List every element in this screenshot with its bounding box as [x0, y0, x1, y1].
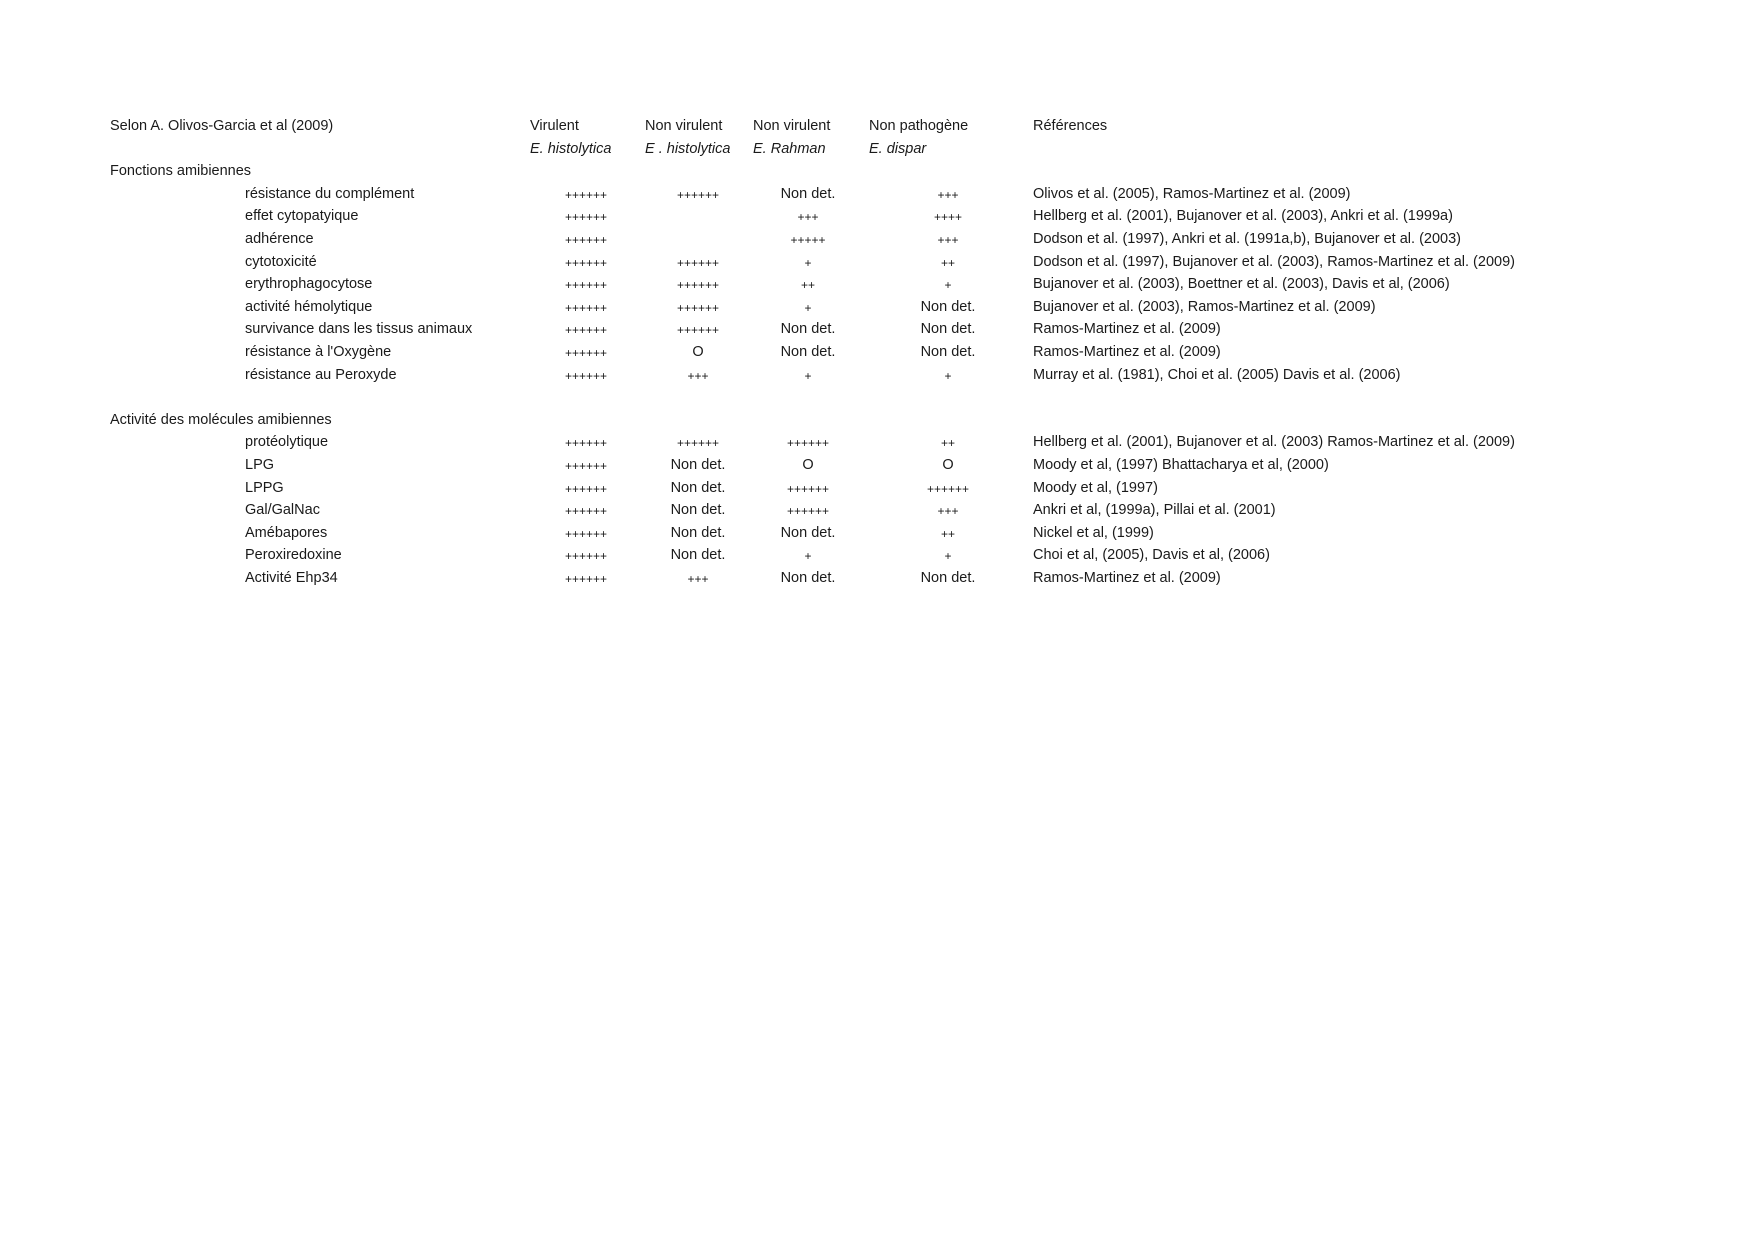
row-label: cytotoxicité: [245, 253, 317, 270]
value-cell: ++: [940, 436, 955, 451]
row-label: protéolytique: [245, 434, 329, 451]
value-cell: ++++++: [786, 436, 830, 451]
value-cell: Non det.: [670, 502, 726, 519]
value-cell: Non det.: [920, 321, 976, 338]
column-subheader-1: E. histolytica: [530, 140, 612, 157]
references-header: Références: [1033, 118, 1108, 134]
reference-cell: Hellberg et al. (2001), Bujanover et al. (2003), Ankri et al. (1999a): [1033, 208, 1453, 225]
value-cell: ++++++: [564, 436, 608, 451]
reference-cell: Olivos et al. (2005), Ramos-Martinez et al. (2009): [1033, 185, 1351, 202]
value-cell: ++++++: [564, 549, 608, 564]
value-cell: ++++++: [564, 368, 608, 383]
value-cell: Non det.: [780, 524, 836, 541]
value-cell: +++: [797, 210, 819, 225]
value-cell: ++++++: [926, 481, 970, 496]
section-title: Fonctions amibiennes: [110, 163, 252, 180]
value-cell: Non det.: [920, 344, 976, 360]
value-cell: ++++++: [676, 436, 720, 451]
reference-cell: Bujanover et al. (2003), Boettner et al. (2003), Davis et al, (2006): [1033, 276, 1450, 293]
value-cell: +++++: [790, 233, 826, 247]
value-cell: +: [804, 368, 812, 383]
value-cell: ++++++: [564, 210, 608, 225]
value-cell: ++++++: [676, 187, 720, 202]
reference-cell: Ramos-Martinez et al. (2009): [1033, 570, 1221, 586]
value-cell: +: [944, 549, 952, 564]
value-cell: ++++++: [676, 255, 720, 270]
row-label: erythrophagocytose: [245, 276, 373, 293]
reference-cell: Choi et al, (2005), Davis et al, (2006): [1033, 547, 1270, 564]
reference-cell: Ramos-Martinez et al. (2009): [1033, 344, 1221, 360]
value-cell: +: [804, 255, 812, 270]
column-header-4: Non pathogène: [869, 118, 969, 134]
row-label: survivance dans les tissus animaux: [245, 321, 473, 338]
value-cell: +++: [937, 233, 959, 247]
value-cell: ++++++: [564, 459, 608, 473]
value-cell: +: [944, 278, 952, 293]
value-cell: O: [692, 344, 704, 360]
row-label: LPG: [245, 457, 275, 473]
reference-cell: Bujanover et al. (2003), Ramos-Martinez et al. (2009): [1033, 298, 1376, 315]
row-label: résistance à l'Oxygène: [245, 344, 392, 360]
value-cell: ++++++: [786, 504, 830, 519]
row-label: activité hémolytique: [245, 298, 373, 315]
value-cell: O: [802, 457, 814, 473]
reference-cell: Dodson et al. (1997), Ankri et al. (1991a,b), Bujanover et al. (2003): [1033, 231, 1461, 247]
value-cell: +++: [687, 368, 709, 383]
value-cell: ++++++: [564, 278, 608, 293]
row-label: résistance au Peroxyde: [245, 366, 397, 383]
value-cell: ++++++: [564, 323, 608, 338]
value-cell: O: [942, 457, 954, 473]
section-title: Activité des molécules amibiennes: [110, 411, 332, 428]
row-label: LPPG: [245, 479, 284, 496]
column-header-2: Non virulent: [645, 118, 723, 134]
value-cell: +: [804, 549, 812, 564]
row-label: Amébapores: [245, 524, 328, 541]
source-title: Selon A. Olivos-Garcia et al (2009): [110, 118, 334, 134]
value-cell: ++++++: [564, 187, 608, 202]
value-cell: Non det.: [780, 570, 836, 586]
column-header-3: Non virulent: [753, 118, 831, 134]
value-cell: ++++++: [564, 572, 608, 586]
value-cell: Non det.: [920, 570, 976, 586]
value-cell: +: [944, 368, 952, 383]
reference-cell: Murray et al. (1981), Choi et al. (2005) Davis et al. (2006): [1033, 366, 1401, 383]
reference-cell: Moody et al, (1997) Bhattacharya et al, (2000): [1033, 457, 1329, 473]
value-cell: Non det.: [670, 524, 726, 541]
row-label: Activité Ehp34: [245, 570, 338, 586]
value-cell: ++++++: [786, 481, 830, 496]
row-label: Gal/GalNac: [245, 502, 320, 519]
value-cell: ++++++: [676, 323, 720, 338]
value-cell: ++++++: [564, 255, 608, 270]
column-subheader-4: E. dispar: [869, 140, 927, 157]
value-cell: ++++++: [564, 481, 608, 496]
row-label: Peroxiredoxine: [245, 547, 342, 564]
row-label: adhérence: [245, 231, 314, 247]
value-cell: Non det.: [670, 457, 726, 473]
value-cell: ++++: [933, 210, 963, 225]
value-cell: Non det.: [780, 321, 836, 338]
value-cell: ++++++: [676, 278, 720, 293]
value-cell: ++++++: [564, 233, 608, 247]
value-cell: +++: [937, 187, 959, 202]
value-cell: ++++++: [564, 504, 608, 519]
value-cell: +++: [687, 572, 709, 586]
reference-cell: Ramos-Martinez et al. (2009): [1033, 321, 1221, 338]
value-cell: ++++++: [676, 300, 720, 315]
value-cell: ++++++: [564, 346, 608, 360]
reference-cell: Ankri et al, (1999a), Pillai et al. (2001): [1033, 502, 1276, 519]
value-cell: ++: [940, 526, 955, 541]
reference-cell: Moody et al, (1997): [1033, 479, 1158, 496]
value-cell: Non det.: [670, 479, 726, 496]
value-cell: +++: [937, 504, 959, 519]
reference-cell: Hellberg et al. (2001), Bujanover et al. (2003) Ramos-Martinez et al. (2009): [1033, 434, 1515, 451]
reference-cell: Dodson et al. (1997), Bujanover et al. (2003), Ramos-Martinez et al. (2009): [1033, 253, 1515, 270]
value-cell: ++++++: [564, 526, 608, 541]
value-cell: ++: [940, 255, 955, 270]
column-subheader-3: E. Rahman: [753, 140, 826, 157]
row-label: résistance du complément: [245, 185, 415, 202]
column-header-1: Virulent: [530, 118, 579, 134]
value-cell: ++++++: [564, 300, 608, 315]
value-cell: ++: [800, 278, 815, 293]
value-cell: Non det.: [780, 185, 836, 202]
row-label: effet cytopatyique: [245, 208, 359, 225]
column-subheader-2: E . histolytica: [645, 140, 731, 157]
value-cell: Non det.: [780, 344, 836, 360]
value-cell: +: [804, 300, 812, 315]
value-cell: Non det.: [920, 298, 976, 315]
value-cell: Non det.: [670, 547, 726, 564]
reference-cell: Nickel et al, (1999): [1033, 524, 1154, 541]
